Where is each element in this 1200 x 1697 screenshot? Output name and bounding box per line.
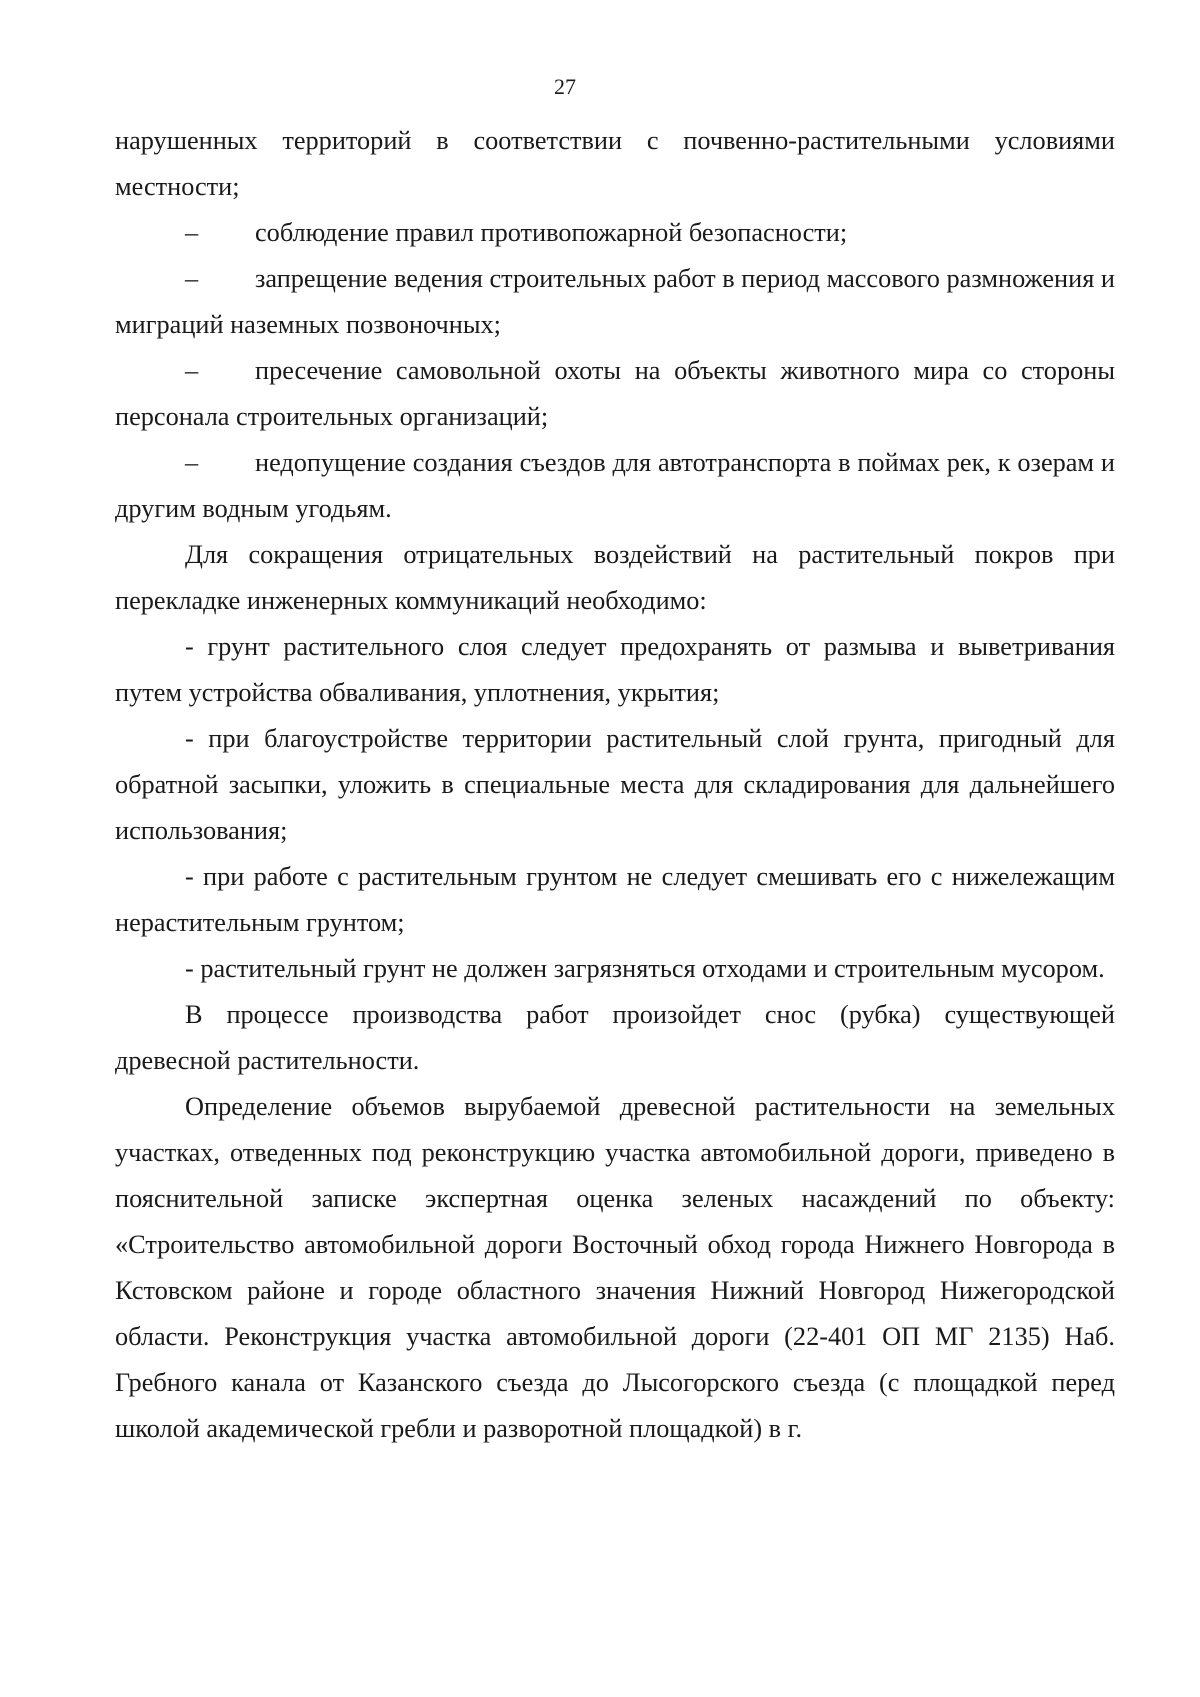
dash-marker: – (185, 218, 199, 247)
paragraph-tree-removal: В процессе производства работ произойдет снос (рубка) существующей древесной растительности. (115, 1000, 1115, 1075)
list-item-construction-ban (115, 256, 1115, 348)
paragraph-volume-determination: Определение объемов вырубаемой древесной растительности на земельных участках, отведенных под реконструкцию участка автомобильной дороги, приведено в пояснительной записке экспертная оценка зеленых насаждений по объекту: «Строительство автомобильной дороги Восточный обход города Нижнего Новгорода в Кстовском районе и городе областного значения Нижний Новгород Нижегородской области. Реконструкция участка автомобильной дороги (22-401 ОП МГ 2135) Наб. Гребного канала от Казанского съезда до Лысогорского съезда (с площадкой перед школой академической гребли и разворотной площадкой) в г. (115, 1092, 1115, 1443)
paragraph-continuation: нарушенных территорий в соответствии с почвенно-растительными условиями местности; (115, 126, 1115, 201)
page-number: 27 (554, 74, 576, 99)
list-item-fire-safety (115, 210, 1115, 256)
list-item-river-access (115, 440, 1115, 532)
dash-marker: – (185, 448, 199, 477)
list-item-text: запрещение ведения строительных работ в период массового размножения и миграций наземных позвоночных; (115, 264, 1115, 339)
list-item-text: недопущение создания съездов для автотранспорта в поймах рек, к озерам и другим водным угодьям. (115, 448, 1115, 523)
paragraph-soil-protection: - грунт растительного слоя следует предохранять от размыва и выветривания путем устройства обваливания, уплотнения, укрытия; (115, 632, 1115, 707)
dash-marker: – (185, 264, 199, 293)
paragraph-landscaping: - при благоустройстве территории растительный слой грунта, пригодный для обратной засыпки, уложить в специальные места для складирования для дальнейшего использования; (115, 724, 1115, 845)
list-item-text: пресечение самовольной охоты на объекты животного мира со стороны персонала строительных организаций; (115, 356, 1115, 431)
list-item-text: соблюдение правил противопожарной безопасности; (255, 218, 848, 247)
document-body (115, 118, 1115, 1452)
list-item-hunting-prevention (115, 348, 1115, 440)
paragraph-soil-mixing: - при работе с растительным грунтом не следует смешивать его с нижележащим нерастительным грунтом; (115, 862, 1115, 937)
dash-marker: – (185, 356, 199, 385)
paragraph-vegetation-intro: Для сокращения отрицательных воздействий на растительный покров при перекладке инженерных коммуникаций необходимо: (115, 540, 1115, 615)
paragraph-soil-contamination: - растительный грунт не должен загрязняться отходами и строительным мусором. (185, 954, 1105, 983)
